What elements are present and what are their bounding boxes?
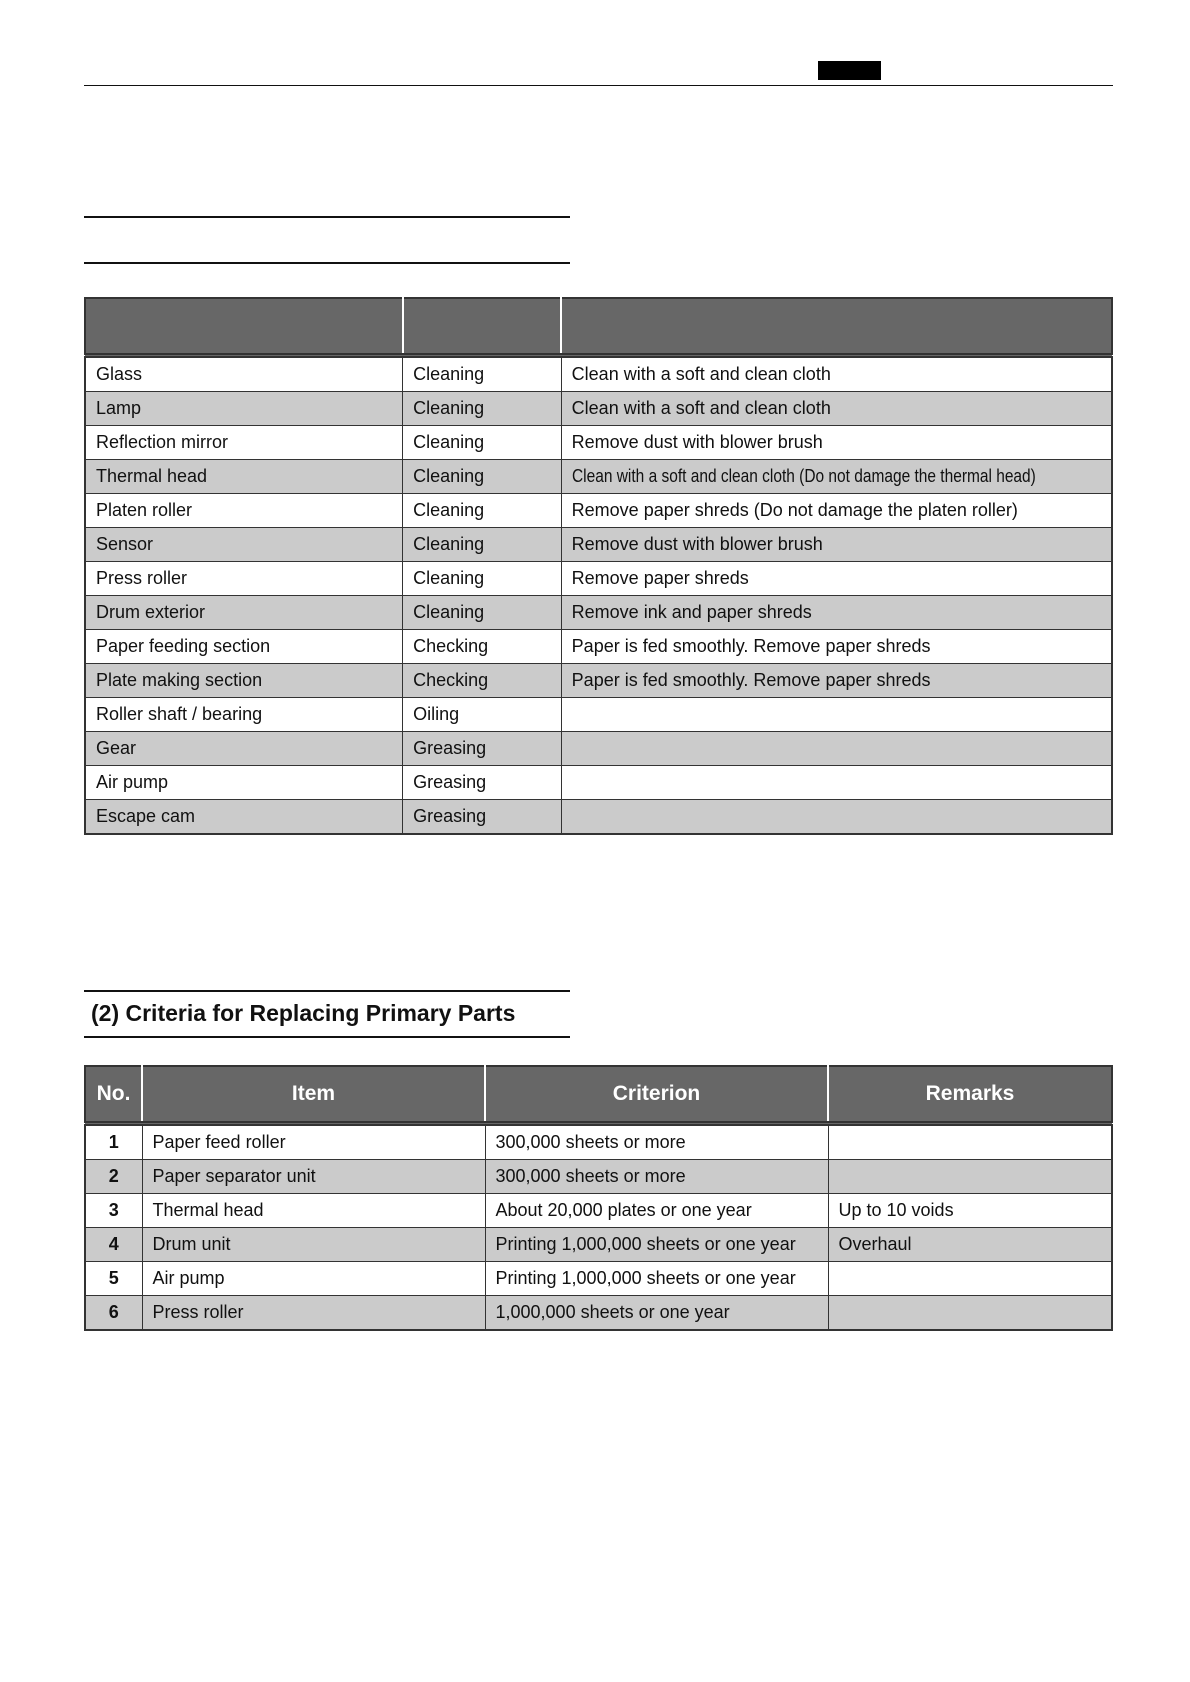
item-cell: Paper separator unit bbox=[142, 1160, 485, 1194]
item-cell: Air pump bbox=[142, 1262, 485, 1296]
method-cell bbox=[561, 766, 1112, 800]
criterion-cell: 300,000 sheets or more bbox=[485, 1124, 828, 1160]
part-cell: Lamp bbox=[85, 392, 403, 426]
remarks-cell bbox=[828, 1262, 1112, 1296]
no-cell: 1 bbox=[85, 1124, 142, 1160]
table-row bbox=[85, 800, 1112, 835]
part-cell: Roller shaft / bearing bbox=[85, 698, 403, 732]
action-cell: Checking bbox=[403, 630, 562, 664]
action-cell: Cleaning bbox=[403, 562, 562, 596]
method-cell: Clean with a soft and clean cloth bbox=[561, 392, 1112, 426]
action-cell: Cleaning bbox=[403, 494, 562, 528]
action-cell: Cleaning bbox=[403, 392, 562, 426]
method-cell: Remove paper shreds (Do not damage the platen roller) bbox=[561, 494, 1112, 528]
no-cell: 4 bbox=[85, 1228, 142, 1262]
remarks-cell bbox=[828, 1124, 1112, 1160]
part-cell: Press roller bbox=[85, 562, 403, 596]
item-cell: Thermal head bbox=[142, 1194, 485, 1228]
no-cell: 5 bbox=[85, 1262, 142, 1296]
header-part bbox=[85, 298, 403, 356]
table-row bbox=[85, 1228, 1112, 1262]
item-cell: Press roller bbox=[142, 1296, 485, 1331]
part-cell: Glass bbox=[85, 356, 403, 392]
table-row bbox=[85, 494, 1112, 528]
header-action bbox=[403, 298, 562, 356]
table-row bbox=[85, 596, 1112, 630]
maintenance-table bbox=[84, 297, 1113, 835]
table-row bbox=[85, 392, 1112, 426]
no-cell: 6 bbox=[85, 1296, 142, 1331]
header-no: No. bbox=[85, 1066, 142, 1124]
header-item: Item bbox=[142, 1066, 485, 1124]
part-cell: Thermal head bbox=[85, 460, 403, 494]
method-cell: Remove dust with blower brush bbox=[561, 426, 1112, 460]
table-row bbox=[85, 630, 1112, 664]
method-cell: Paper is fed smoothly. Remove paper shreds bbox=[561, 630, 1112, 664]
replacement-criteria-table bbox=[84, 1065, 1113, 1331]
remarks-cell bbox=[828, 1296, 1112, 1331]
table-row bbox=[85, 1194, 1112, 1228]
part-cell: Drum exterior bbox=[85, 596, 403, 630]
part-cell: Air pump bbox=[85, 766, 403, 800]
method-cell bbox=[561, 698, 1112, 732]
action-cell: Checking bbox=[403, 664, 562, 698]
method-cell: Remove ink and paper shreds bbox=[561, 596, 1112, 630]
item-cell: Drum unit bbox=[142, 1228, 485, 1262]
no-cell: 3 bbox=[85, 1194, 142, 1228]
table-header-row bbox=[85, 1066, 1112, 1124]
header-method bbox=[561, 298, 1112, 356]
method-cell: Paper is fed smoothly. Remove paper shreds bbox=[561, 664, 1112, 698]
action-cell: Greasing bbox=[403, 766, 562, 800]
action-cell: Cleaning bbox=[403, 460, 562, 494]
method-cell: Remove paper shreds bbox=[561, 562, 1112, 596]
header-rule bbox=[84, 85, 1113, 86]
header-criterion: Criterion bbox=[485, 1066, 828, 1124]
table-row bbox=[85, 664, 1112, 698]
table-row bbox=[85, 356, 1112, 392]
part-cell: Escape cam bbox=[85, 800, 403, 835]
table-row bbox=[85, 426, 1112, 460]
section1-rule-bottom bbox=[84, 262, 570, 264]
header-remarks: Remarks bbox=[828, 1066, 1112, 1124]
method-cell: Remove dust with blower brush bbox=[561, 528, 1112, 562]
table-row bbox=[85, 528, 1112, 562]
remarks-cell bbox=[828, 1160, 1112, 1194]
method-cell bbox=[561, 800, 1112, 835]
table-row bbox=[85, 732, 1112, 766]
table-row bbox=[85, 562, 1112, 596]
page-tab-marker bbox=[818, 61, 881, 80]
part-cell: Gear bbox=[85, 732, 403, 766]
criterion-cell: Printing 1,000,000 sheets or one year bbox=[485, 1228, 828, 1262]
method-cell bbox=[561, 460, 1112, 494]
criterion-cell: Printing 1,000,000 sheets or one year bbox=[485, 1262, 828, 1296]
no-cell: 2 bbox=[85, 1160, 142, 1194]
table-row bbox=[85, 1296, 1112, 1331]
part-cell: Sensor bbox=[85, 528, 403, 562]
section2-rule-top bbox=[84, 990, 570, 992]
remarks-cell: Overhaul bbox=[828, 1228, 1112, 1262]
criterion-cell: 1,000,000 sheets or one year bbox=[485, 1296, 828, 1331]
action-cell: Cleaning bbox=[403, 426, 562, 460]
section2-title: (2) Criteria for Replacing Primary Parts bbox=[91, 1000, 516, 1026]
method-cell-text: Clean with a soft and clean cloth (Do not damage the thermal head) bbox=[571, 466, 1036, 486]
table-row bbox=[85, 698, 1112, 732]
remarks-cell: Up to 10 voids bbox=[828, 1194, 1112, 1228]
action-cell: Cleaning bbox=[403, 528, 562, 562]
action-cell: Oiling bbox=[403, 698, 562, 732]
table-row bbox=[85, 1160, 1112, 1194]
table-row bbox=[85, 460, 1112, 494]
part-cell: Plate making section bbox=[85, 664, 403, 698]
section2-rule-bottom bbox=[84, 1036, 570, 1038]
action-cell: Cleaning bbox=[403, 356, 562, 392]
table-row bbox=[85, 766, 1112, 800]
section1-rule-top bbox=[84, 216, 570, 218]
criterion-cell: 300,000 sheets or more bbox=[485, 1160, 828, 1194]
method-cell bbox=[561, 732, 1112, 766]
action-cell: Greasing bbox=[403, 800, 562, 835]
method-cell: Clean with a soft and clean cloth bbox=[561, 356, 1112, 392]
item-cell: Paper feed roller bbox=[142, 1124, 485, 1160]
table-row bbox=[85, 1262, 1112, 1296]
part-cell: Platen roller bbox=[85, 494, 403, 528]
table-row bbox=[85, 1124, 1112, 1160]
table-header-row bbox=[85, 298, 1112, 356]
action-cell: Greasing bbox=[403, 732, 562, 766]
action-cell: Cleaning bbox=[403, 596, 562, 630]
criterion-cell: About 20,000 plates or one year bbox=[485, 1194, 828, 1228]
part-cell: Paper feeding section bbox=[85, 630, 403, 664]
part-cell: Reflection mirror bbox=[85, 426, 403, 460]
